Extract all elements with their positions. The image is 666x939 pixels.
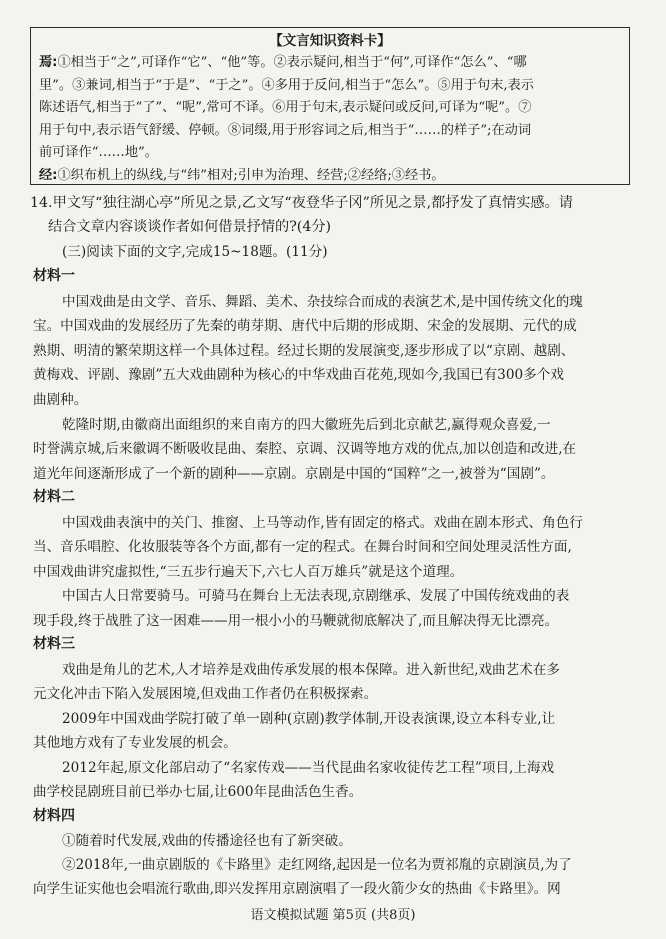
- paragraph-line: ②2018年,一曲京剧版的《卡路里》走红网络,起因是一位名为贾祁胤的京剧演员,为了: [62, 857, 572, 873]
- paragraph-line: 乾隆时期,由徽商出面组织的来自南方的四大徽班先后到北京献艺,赢得观众喜爱,一: [62, 417, 551, 433]
- paragraph-line: 曲剧种。: [33, 392, 88, 408]
- paragraph-line: 中国戏曲是由文学、音乐、舞蹈、美术、杂技综合而成的表演艺术,是中国传统文化的瑰: [62, 294, 583, 310]
- material-3-heading: 材料三: [33, 636, 75, 652]
- paragraph-line: 曲学校昆剧班目前已举办七届,让600年昆曲活色生香。: [33, 784, 363, 800]
- card-line: 用于句中,表示语气舒缓、停顿。⑧词缀,用于形容词之后,相当于“……的样子”;在动词: [39, 122, 532, 138]
- keyword-label: 经:: [39, 167, 58, 183]
- material-2-heading: 材料二: [33, 489, 75, 505]
- paragraph-line: 中国戏曲表演中的关门、推窗、上马等动作,皆有固定的格式。戏曲在剧本形式、角色行: [62, 515, 583, 531]
- material-1-heading: 材料一: [33, 268, 75, 284]
- material-4-heading: 材料四: [33, 808, 75, 824]
- question-14-line: 结合文章内容谈谈作者如何借景抒情的?(4分): [48, 219, 332, 235]
- paragraph-line: 宝。中国戏曲的发展经历了先秦的萌芽期、唐代中后期的形成期、宋金的发展期、元代的成: [33, 318, 577, 334]
- paragraph-line: 道光年间逐渐形成了一个新的剧种——京剧。京剧是中国的“国粹”之一,被誉为“国剧”。: [33, 466, 555, 482]
- card-line: 焉:①相当于“之”,可译作“它”、“他”等。②表示疑问,相当于“何”,可译作“怎么”、“哪: [39, 55, 527, 70]
- paragraph-line: 戏曲是角儿的艺术,人才培养是戏曲传承发展的根本保障。进入新世纪,戏曲艺术在多: [62, 662, 561, 678]
- paragraph-line: 2012年起,原文化部启动了“名家传戏——当代昆曲名家收徒传艺工程”项目,上海戏: [62, 760, 555, 776]
- paragraph-line: 向学生证实他也会唱流行歌曲,即兴发挥用京剧演唱了一段火箭少女的热曲《卡路里》。网: [33, 881, 561, 897]
- card-line: 陈述语气,相当于“了”、“呢”,常可不译。⑥用于句末,表示疑问或反问,可译为“呢”。⑦: [39, 100, 532, 116]
- paragraph-line: 2009年中国戏曲学院打破了单一剧种(京剧)教学体制,开设表演课,设立本科专业,让: [62, 711, 556, 727]
- paragraph-line: 现手段,终于战胜了这一困难——用一根小小的马鞭就彻底解决了,而且解决得无比漂亮。: [33, 613, 559, 629]
- keyword-label: 焉:: [39, 55, 58, 70]
- paragraph-line: 黄梅戏、评剧、豫剧”五大戏曲剧种为核心的中华戏曲百花苑,现如今,我国已有300多个戏: [33, 367, 564, 383]
- card-line: 前可译作“……地”。: [39, 145, 158, 161]
- paragraph-line: ①随着时代发展,戏曲的传播途径也有了新突破。: [62, 833, 352, 849]
- paragraph-line: 中国古人日常要骑马。可骑马在舞台上无法表现,京剧继承、发展了中国传统戏曲的表: [62, 588, 570, 604]
- paragraph-line: 中国戏曲讲究虚拟性,“三五步行遍天下,六七人百万雄兵”就是这个道理。: [33, 564, 464, 580]
- section-heading: (三)阅读下面的文字,完成15~18题。(11分): [62, 244, 328, 260]
- knowledge-card: [30, 27, 630, 185]
- page-footer: 语文模拟试题 第5页 (共8页): [250, 908, 416, 923]
- paragraph-line: 时誉满京城,后来徽调不断吸收昆曲、秦腔、京调、汉调等地方戏的优点,加以创造和改进,在: [33, 441, 577, 457]
- card-title: 【文言知识资料卡】: [269, 33, 391, 49]
- paragraph-line: 当、音乐唱腔、化妆服装等各个方面,都有一定的程式。在舞台时间和空间处理灵活性方面,: [33, 539, 572, 555]
- paragraph-line: 元文化冲击下陷入发展困境,但戏曲工作者仍在积极探索。: [33, 686, 378, 702]
- card-line: 里”。③兼词,相当于“于是”、“于之”。④多用于反问,相当于“怎么”。⑤用于句末,表示: [39, 77, 534, 93]
- question-14-line: 14.甲文写“独往湖心亭”所见之景,乙文写“夜登华子冈”所见之景,都抒发了真情实感。请: [30, 195, 573, 211]
- paragraph-line: 其他地方戏有了专业发展的机会。: [33, 735, 237, 751]
- paragraph-line: 熟期、明清的繁荣期这样一个具体过程。经过长期的发展演变,逐步形成了以“京剧、越剧、: [33, 343, 575, 359]
- card-line: 经:①织布机上的纵线,与“纬”相对;引申为治理、经营;②经络;③经书。: [39, 167, 445, 183]
